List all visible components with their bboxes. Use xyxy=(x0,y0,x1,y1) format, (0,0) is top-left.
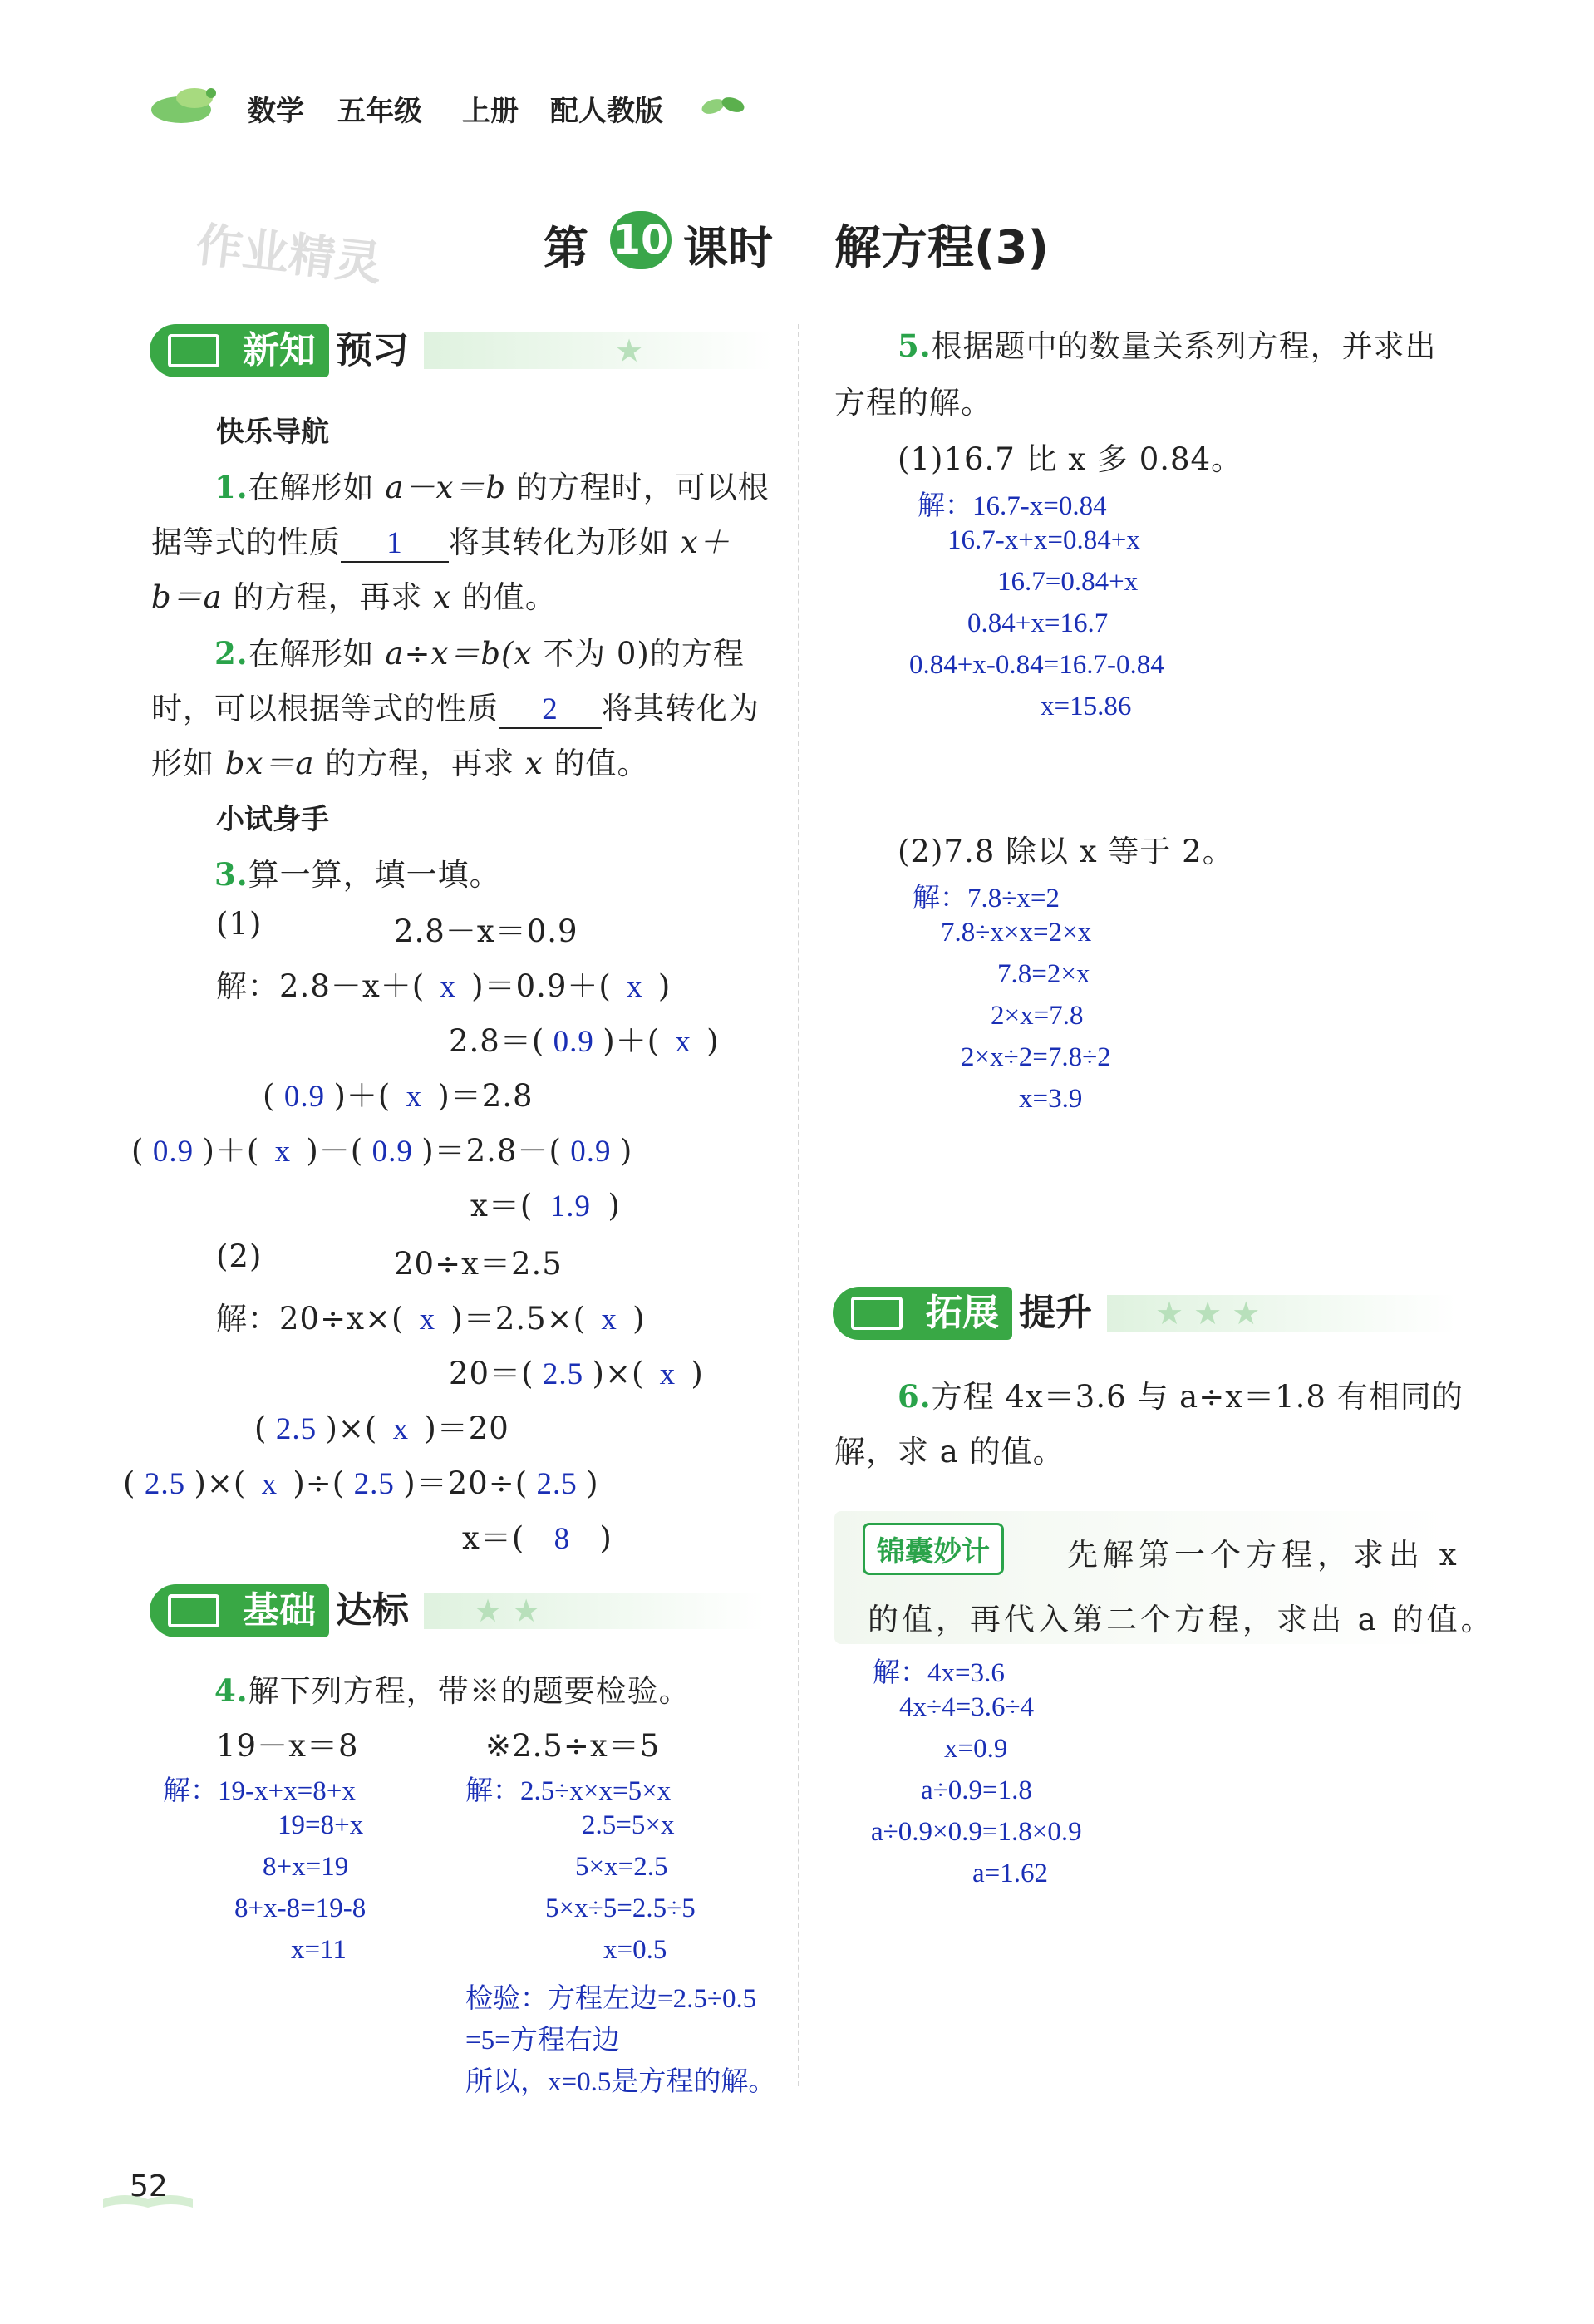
q5-solution1-1: 解：16.7-x=0.84 xyxy=(918,491,1107,521)
header-leaf-icon xyxy=(148,81,224,135)
q4-solution-a-5: x=11 xyxy=(291,1935,347,1965)
header-grade: 五年级 xyxy=(337,95,422,128)
q5-solution1-3: 16.7=0.84+x xyxy=(997,567,1139,597)
q6-solution-4: a÷0.9=1.8 xyxy=(921,1775,1032,1805)
watermark-logo: 作业精灵 xyxy=(193,218,385,292)
star-icon: ★ ★ xyxy=(474,1593,541,1629)
tip-line1: 先解第一个方程，求出 x xyxy=(1067,1537,1462,1573)
star-icon: ★ ★ ★ xyxy=(1155,1295,1261,1332)
q4-solution-b-1: 解：2.5÷x×x=5×x xyxy=(465,1776,672,1806)
header-leaves-icon xyxy=(700,93,746,121)
q3-p2-line3: ( 2.5 )×( x )＝20 xyxy=(254,1411,509,1446)
lesson-prefix: 第 xyxy=(544,222,588,274)
q3-p2-line5: x＝( 8 ) xyxy=(462,1520,613,1556)
section-extension-tail: 提升 xyxy=(1019,1292,1092,1334)
q4-check-3: 所以，x=0.5是方程的解。 xyxy=(465,2067,776,2097)
q2-answer: 2 xyxy=(542,692,558,726)
q5-solution1-6: x=15.86 xyxy=(1041,692,1132,721)
tip-line2: 的值，再代入第二个方程，求出 a 的值。 xyxy=(868,1602,1495,1637)
q6-line1: 6.方程 4x＝3.6 与 a÷x＝1.8 有相同的 xyxy=(898,1378,1464,1415)
q3-p1-line2: 2.8＝( 0.9 )＋( x ) xyxy=(449,1023,720,1059)
q4-solution-b-4: 5×x÷5=2.5÷5 xyxy=(545,1893,696,1923)
column-divider xyxy=(798,324,799,2086)
q3-p1-line1: 解：2.8－x＋( x )＝0.9＋( x ) xyxy=(216,968,672,1004)
q5-solution1-5: 0.84+x-0.84=16.7-0.84 xyxy=(909,650,1164,680)
q4-solution-b-2: 2.5=5×x xyxy=(582,1810,675,1840)
q4-equation-a: 19－x＝8 xyxy=(216,1728,359,1764)
section-basic-tail: 达标 xyxy=(336,1589,409,1632)
header-subject: 数学 xyxy=(248,95,304,128)
sub-heading-navigation: 快乐导航 xyxy=(216,416,329,449)
q4-prompt: 4.解下列方程，带※的题要检验。 xyxy=(214,1672,691,1709)
page-number: 52 xyxy=(130,2169,168,2203)
q5-part1: (1)16.7 比 x 多 0.84。 xyxy=(898,441,1243,477)
q3-p1-line4: ( 0.9 )＋( x )－( 0.9 )＝2.8－( 0.9 ) xyxy=(131,1133,633,1169)
lesson-suffix: 课时 xyxy=(683,222,773,274)
section-preview-name: 新知 xyxy=(243,329,316,372)
q5-solution2-6: x=3.9 xyxy=(1019,1084,1083,1114)
section-extension-banner xyxy=(833,1287,1456,1340)
q2-line1: 2.在解形如 a÷x＝b(x 不为 0)的方程 xyxy=(214,635,745,672)
q1-line2: 据等式的性质 1 将其转化为形如 x＋ xyxy=(151,517,731,563)
q5-solution2-3: 7.8=2×x xyxy=(997,959,1090,989)
q5-part2: (2)7.8 除以 x 等于 2。 xyxy=(898,834,1234,869)
section-basic-name: 基础 xyxy=(243,1589,316,1632)
q5-solution1-2: 16.7-x+x=0.84+x xyxy=(947,525,1140,555)
sub-heading-try: 小试身手 xyxy=(216,803,329,836)
header-term: 上册 xyxy=(462,95,519,128)
section-basic-banner xyxy=(150,1584,765,1637)
header-edition: 配人教版 xyxy=(550,95,663,128)
q6-solution-6: a=1.62 xyxy=(972,1859,1049,1888)
q1-line3: b＝a 的方程，再求 x 的值。 xyxy=(151,579,557,615)
q4-solution-a-2: 19=8+x xyxy=(278,1810,364,1840)
section-extension-name: 拓展 xyxy=(926,1292,999,1334)
q3-p1-line5: x＝( 1.9 ) xyxy=(470,1188,621,1224)
q5-solution2-1: 解：7.8÷x=2 xyxy=(913,884,1060,913)
q6-solution-1: 解：4x=3.6 xyxy=(873,1658,1005,1688)
q6-solution-2: 4x÷4=3.6÷4 xyxy=(899,1692,1035,1722)
q5-prompt-line2: 方程的解。 xyxy=(834,385,992,421)
q4-check-2: =5=方程右边 xyxy=(465,2026,620,2056)
q4-solution-b-3: 5×x=2.5 xyxy=(575,1852,668,1882)
q3-p1-equation: 2.8－x＝0.9 xyxy=(394,913,578,949)
q1-answer: 1 xyxy=(386,526,403,560)
lesson-number-badge: 10 xyxy=(610,211,672,269)
q3-prompt: 3.算一算，填一填。 xyxy=(214,856,501,893)
section-preview-tail: 预习 xyxy=(336,329,409,372)
q6-solution-3: x=0.9 xyxy=(944,1734,1008,1764)
q3-p1-line3: ( 0.9 )＋( x )＝2.8 xyxy=(263,1078,534,1114)
q3-p2-line4: ( 2.5 )×( x )÷( 2.5 )＝20÷( 2.5 ) xyxy=(123,1465,599,1501)
tip-label: 锦囊妙计 xyxy=(863,1523,1004,1575)
q3-p2-line1: 解：20÷x×( x )＝2.5×( x ) xyxy=(216,1301,646,1337)
book-icon xyxy=(168,334,219,367)
q6-line2: 解，求 a 的值。 xyxy=(834,1434,1065,1470)
q3-p2-line2: 20＝( 2.5 )×( x ) xyxy=(449,1356,704,1391)
q4-solution-b-5: x=0.5 xyxy=(603,1935,667,1965)
q4-solution-a-3: 8+x=19 xyxy=(263,1852,349,1882)
star-icon: ★ xyxy=(615,332,644,369)
q5-solution2-5: 2×x÷2=7.8÷2 xyxy=(961,1042,1111,1072)
pencil-ruler-icon xyxy=(168,1594,219,1627)
q5-solution1-4: 0.84+x=16.7 xyxy=(967,608,1109,638)
q4-equation-b: ※2.5÷x＝5 xyxy=(485,1728,661,1764)
q3-p2-equation: 20÷x＝2.5 xyxy=(394,1246,563,1282)
q2-line3: 形如 bx＝a 的方程，再求 x 的值。 xyxy=(151,746,649,781)
q4-solution-a-1: 解：19-x+x=8+x xyxy=(163,1776,356,1806)
q5-prompt-line1: 5.根据题中的数量关系列方程，并求出 xyxy=(898,327,1437,364)
q1-line1: 1.在解形如 a－x＝b 的方程时，可以根 xyxy=(214,469,770,505)
notebook-pen-icon xyxy=(851,1297,903,1330)
q6-solution-5: a÷0.9×0.9=1.8×0.9 xyxy=(871,1817,1082,1847)
q5-solution2-4: 2×x=7.8 xyxy=(991,1001,1084,1031)
q2-line2: 时，可以根据等式的性质 2 将其转化为 xyxy=(151,683,760,729)
section-preview-banner xyxy=(150,324,773,377)
q3-p1-label: (1) xyxy=(216,906,263,942)
lesson-topic: 解方程(3) xyxy=(834,221,1050,275)
q4-check-1: 检验：方程左边=2.5÷0.5 xyxy=(465,1984,757,2014)
q5-solution2-2: 7.8÷x×x=2×x xyxy=(941,918,1092,948)
q3-p2-label: (2) xyxy=(216,1238,263,1274)
q4-solution-a-4: 8+x-8=19-8 xyxy=(234,1893,367,1923)
